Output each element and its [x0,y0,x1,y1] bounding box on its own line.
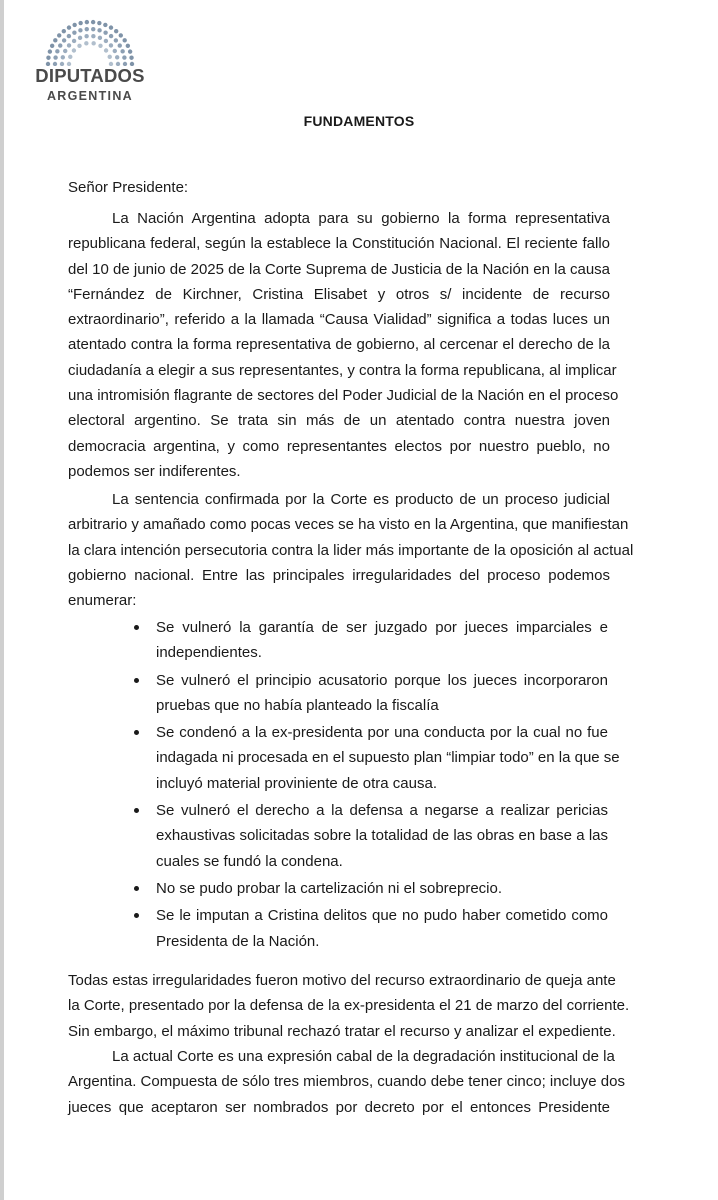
list-item-line: Se vulneró el derecho a la defensa a negarse a realizar pericias [156,802,608,820]
list-item [128,798,608,874]
list-item [128,720,620,796]
hemicycle-icon [44,18,136,66]
list-item-line: Se vulneró el principio acusatorio porque los jueces incorporaron [156,671,608,689]
text-line: una intromisión flagrante de sectores del Poder Judicial de la Nación en el proceso [68,387,619,405]
text-line: la clara intención persecutoria contra la lider más importante de la oposición al actual [68,541,634,559]
list-item [128,876,608,901]
paragraph-3 [68,968,630,1044]
text-line: La actual Corte es una expresión cabal de la degradación institucional de la [112,1048,615,1065]
list-item [128,668,608,719]
paragraph-4 [68,1044,625,1120]
text-line: gobierno nacional. Entre las principales irregularidades del proceso podemos [68,566,610,584]
document-title: FUNDAMENTOS [303,113,415,129]
text-line: Argentina. Compuesta de sólo tres miembros, cuando debe tener cinco; incluye dos [68,1073,625,1091]
text-line: La sentencia confirmada por la Corte es producto de un proceso judicial [112,491,610,508]
list-item-line: No se pudo probar la cartelización ni el sobreprecio. [156,879,503,897]
logo-name: DIPUTADOS [35,65,145,86]
text-line: arbitrario y amañado como pocas veces se ha visto en la Argentina, que manifiestan [68,516,629,534]
text-line: del 10 de junio de 2025 de la Corte Suprema de Justicia de la Nación en la causa [68,260,611,278]
paragraph-2 [68,487,634,613]
text-line: La Nación Argentina adopta para su gobierno la forma representativa [112,210,610,227]
list-item-line: Presidenta de la Nación. [156,932,320,950]
list-item-line: indagada ni procesada en el supuesto plan “limpiar todo” en la que se [156,749,620,767]
list-item-line: cuales se fundó la condena. [156,852,343,870]
logo-country: ARGENTINA [46,89,133,103]
diputados-logo [30,18,150,108]
list-item-line: exhaustivas solicitadas sobre la totalidad de las obras en base a las [156,827,608,845]
text-line: “Fernández de Kirchner, Cristina Elisabet y otros s/ incidente de recurso [68,285,610,303]
text-line: atentado contra la forma representativa de gobierno, al cercenar el derecho de la [68,336,610,354]
text-line: extraordinario”, referido a la llamada “Causa Vialidad” significa a todas luces un [68,311,610,329]
list-item [128,903,608,954]
text-line: electoral argentino. Se trata sin más de un atentado contra nuestra joven [68,412,610,430]
text-line: republicana federal, según la establece la Constitución Nacional. El reciente fallo [68,235,610,253]
text-line: Todas estas irregularidades fueron motivo del recurso extraordinario de queja ante [68,972,616,989]
list-item [128,615,608,666]
list-item-line: independientes. [156,644,262,662]
list-item-line: incluyó material proviniente de otra causa. [156,774,437,792]
text-line: la Corte, presentado por la defensa de la ex-presidenta el 21 de marzo del corriente. [68,997,630,1015]
text-line: democracia argentina, y como representantes electos por nuestro pueblo, no [68,437,610,455]
paragraph-1 [68,206,619,484]
text-line: Sin embargo, el máximo tribunal rechazó tratar el recurso y analizar el expediente. [68,1022,616,1040]
list-item-line: Se condenó a la ex-presidenta por una conducta por la cual no fue [156,724,608,742]
text-line: ciudadanía a elegir a sus representantes, y contra la forma republicana, al implicar [68,361,617,379]
salutation: Señor Presidente: [68,179,189,196]
list-item-line: Se le imputan a Cristina delitos que no pudo haber cometido como [156,907,608,925]
page-edge [0,0,4,1200]
list-item-line: Se vulneró la garantía de ser juzgado por jueces imparciales e [156,619,608,636]
text-line: jueces que aceptaron ser nombrados por decreto por el entonces Presidente [68,1098,610,1116]
text-line: enumerar: [68,592,137,610]
text-line: podemos ser indiferentes. [68,462,241,480]
irregularities-list [128,615,620,956]
list-item-line: pruebas que no había planteado la fiscalía [156,696,439,714]
